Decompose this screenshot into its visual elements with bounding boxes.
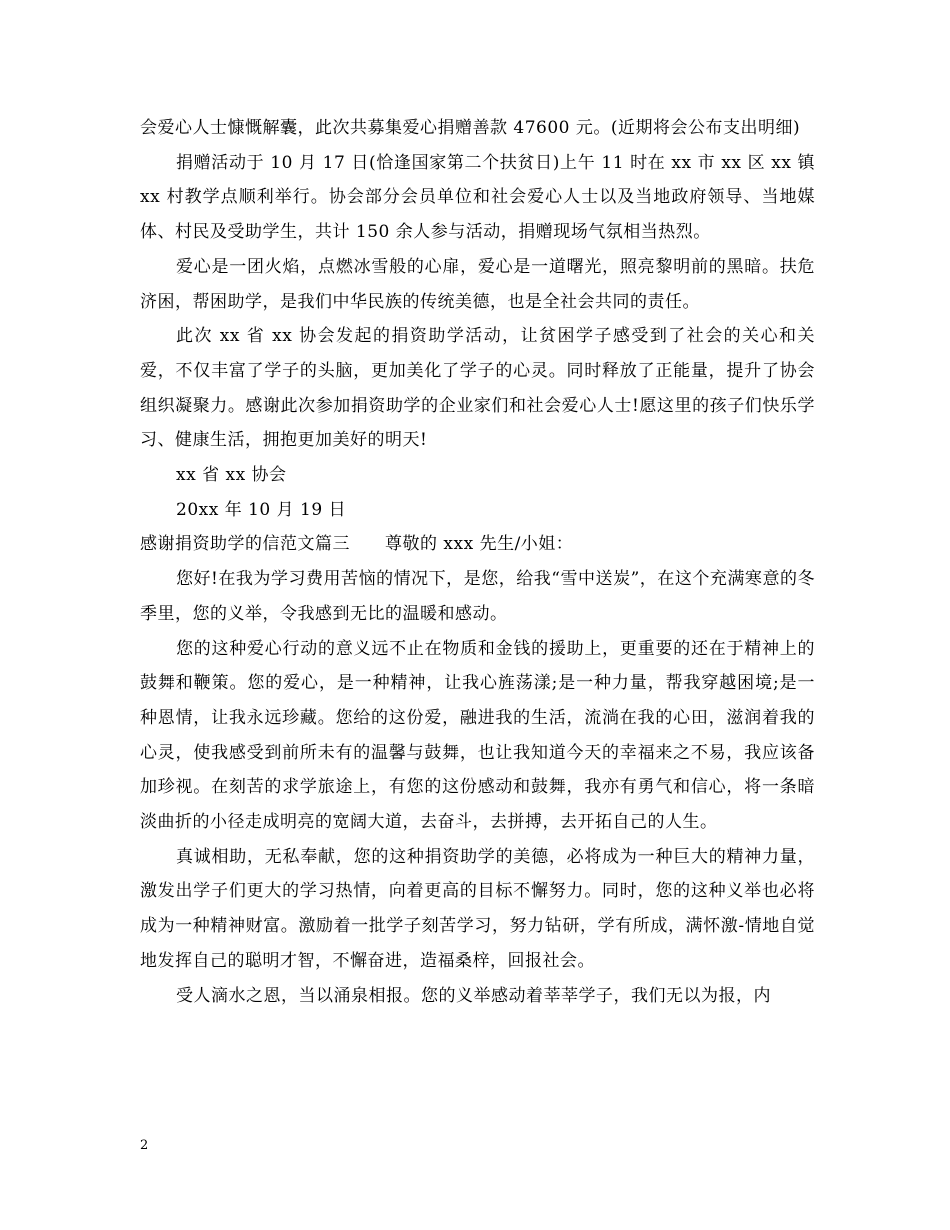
signature-date: 20xx 年 10 月 19 日 bbox=[176, 499, 347, 520]
paragraph-1: 会爱心人士慷慨解囊，此次共募集爱心捐赠善款 47600 元。(近期将会公布支出明细) bbox=[140, 118, 801, 138]
paragraph-8: 您的这种爱心行动的意义远不止在物质和金钱的援助上，更重要的还在于精神上的鼓舞和鞭策。您的爱心，是一种精神，让我心旌荡漾;是一种力量，帮我穿越困境;是一种恩情，让我永远珍藏。您给的这份爱，融进我的生活，流淌在我的心田，滋润着我的心灵，使我感受到前所未有的温馨与鼓舞，也让我知道今天的幸福来之不易，我应该备加珍视。在刻苦的求学旅途上，有您的这份感动和鼓舞，我亦有勇气和信心，将一条暗淡曲折的小径走成明亮的宽阔大道，去奋斗，去拼搏，去开拓自己的人生。 bbox=[140, 638, 815, 833]
paragraph-greeting: 您好!在我为学习费用苦恼的情况下，是您，给我“雪中送炭”，在这个充满寒意的冬季里，您的义举，令我感到无比的温暖和感动。 bbox=[140, 569, 815, 624]
paragraph-10: 受人滴水之恩，当以涌泉相报。您的义举感动着莘莘学子，我们无以为报，内 bbox=[176, 985, 771, 1006]
paragraph-9: 真诚相助，无私奉献，您的这种捐资助学的美德，必将成为一种巨大的精神力量，激发出学子们更大的学习热情，向着更高的目标不懈努力。同时，您的这种义举也必将成为一种精神财富。激励着一批学子刻苦学习，努力钻研，学有所成，满怀激-情地自觉地发挥自己的聪明才智，不懈奋进，造福桑梓，回报社会。 bbox=[140, 846, 815, 971]
paragraph-4: 此次 xx 省 xx 协会发起的捐资助学活动，让贫困学子感受到了社会的关心和关爱，不仅丰富了学子的头脑，更加美化了学子的心灵。同时释放了正能量，提升了协会组织凝聚力。感谢此次参加捐资助学的企业家们和社会爱心人士!愿这里的孩子们快乐学习、健康生活，拥抱更加美好的明天! bbox=[140, 326, 815, 451]
signature-organization: xx 省 xx 协会 bbox=[176, 465, 287, 486]
paragraph-3: 爱心是一团火焰，点燃冰雪般的心扉，爱心是一道曙光，照亮黎明前的黑暗。扶危济困，帮困助学，是我们中华民族的传统美德，也是全社会共同的责任。 bbox=[140, 256, 815, 312]
section-heading: 感谢捐资助学的信范文篇三 尊敬的 xxx 先生/小姐： bbox=[140, 534, 574, 555]
paragraph-2: 捐赠活动于 10 月 17 日(恰逢国家第二个扶贫日)上午 11 时在 xx 市 xx 区 xx 镇 xx 村教学点顺利举行。协会部分会员单位和社会爱心人士以及当地政府领导、当地媒体、村民及受助学生，共计 150 余人参与活动，捐赠现场气氛相当热烈。 bbox=[140, 152, 815, 243]
page-number: 2 bbox=[140, 1138, 149, 1153]
document-body bbox=[140, 111, 815, 1013]
